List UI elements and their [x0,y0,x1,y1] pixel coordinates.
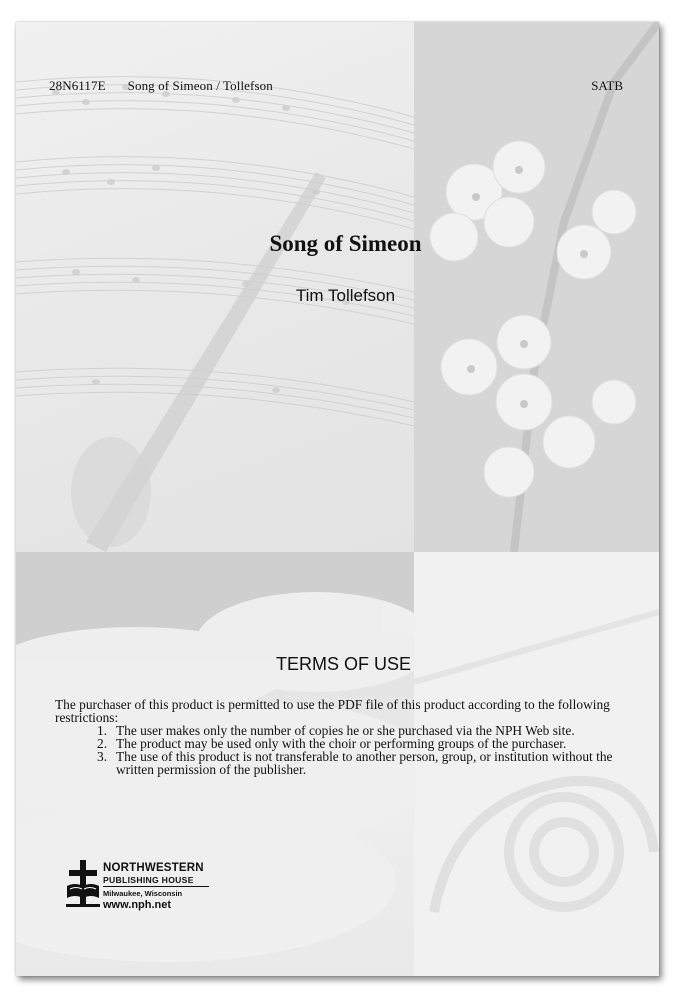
terms-body [55,698,625,776]
publisher-name-line2: PUBLISHING HOUSE [103,875,194,885]
song-title: Song of Simeon [269,231,422,256]
catalog-number: 28N6117E [49,78,106,93]
terms-item-text: The product may be used only with the choir or performing groups of the purchaser. [116,736,567,751]
terms-item-number: 3. [97,749,108,764]
terms-item-text: The use of this product is not transferable to another person, group, or institution without the written permission of the publisher. [116,749,613,777]
voicing-label: SATB [591,78,623,93]
score-cover-page [16,22,659,976]
terms-heading: TERMS OF USE [275,654,411,674]
terms-item [97,750,625,776]
cross-book-icon [66,860,100,908]
terms-item-number: 1. [97,723,108,738]
publisher-url: www.nph.net [103,899,172,911]
terms-item-text: The user makes only the number of copies he or she purchased via the NPH Web site. [116,723,575,738]
header-catalog-line [49,78,273,94]
terms-list [97,724,625,776]
publisher-divider [103,886,209,887]
terms-intro: The purchaser of this product is permitted to use the PDF file of this product according to the following restrictions: [55,697,610,725]
header-title-composer: Song of Simeon / Tollefson [127,78,273,93]
terms-item-number: 2. [97,736,108,751]
publisher-city: Milwaukee, Wisconsin [103,889,183,898]
publisher-logo [66,858,226,916]
composer-name: Tim Tollefson [295,286,396,305]
publisher-name-line1: NORTHWESTERN [103,862,204,874]
